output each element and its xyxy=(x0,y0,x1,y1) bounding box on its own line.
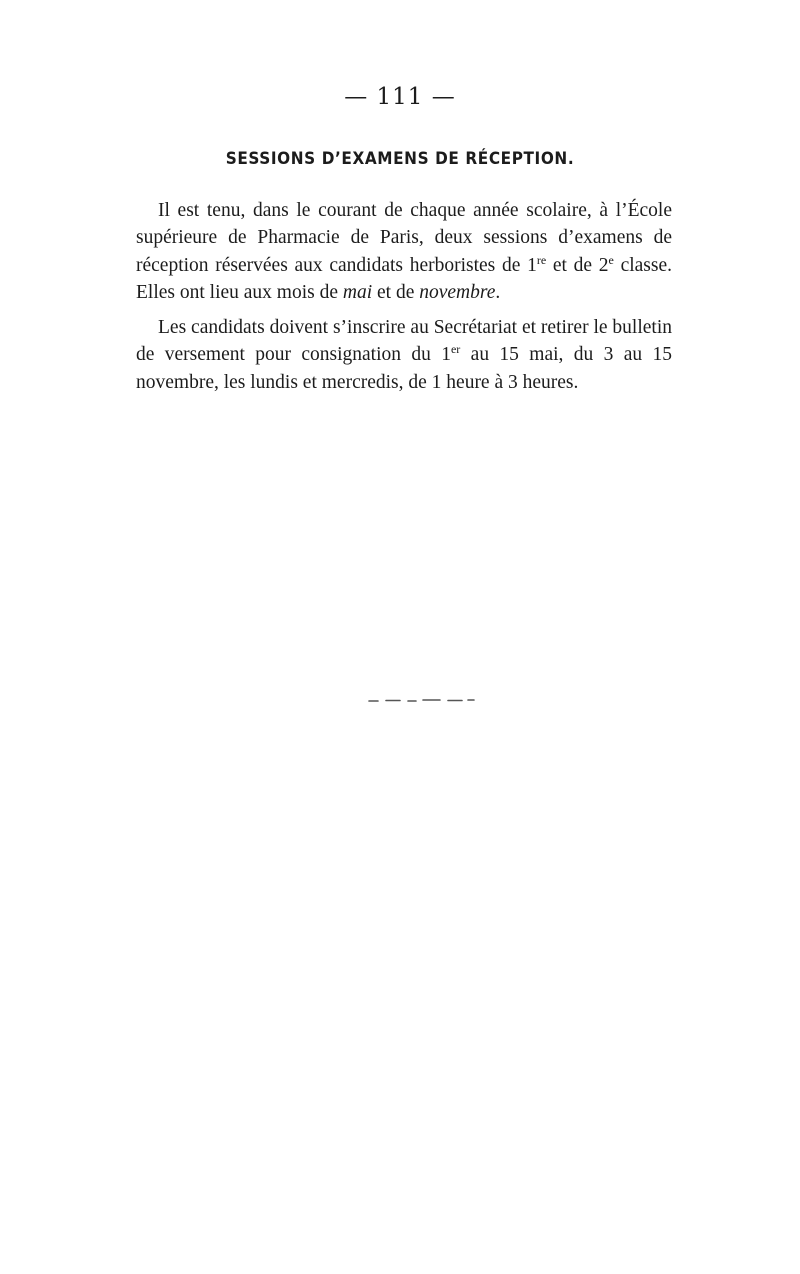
body-text xyxy=(136,197,672,396)
month-november: novembre xyxy=(419,281,496,303)
section-heading: SESSIONS D’EXAMENS DE RÉCEPTION. xyxy=(225,149,575,169)
paragraph-2-text-1: Les candidats doivent s’inscrire au Secrétariat et retirer le bulletin de versement pour consignation du 1 xyxy=(136,317,672,366)
paragraph-1-superscript-2: e xyxy=(608,252,614,267)
paragraph-1-text-2: et de 2 xyxy=(546,254,609,276)
paragraph-registration xyxy=(136,314,672,396)
paragraph-1-text-4: et de xyxy=(372,281,420,303)
page-number: — 111 — xyxy=(344,84,456,110)
paragraph-1-text-1: Il est tenu, dans le courant de chaque année scolaire, à l’École supérieure de Pharmacie de Paris, deux sessions d’examens de réception réservées aux candidats herboristes de 1 xyxy=(136,200,672,276)
paragraph-2-superscript-1: er xyxy=(450,342,461,357)
paragraph-sessions xyxy=(136,197,672,306)
paragraph-1-superscript-1: re xyxy=(536,252,547,267)
paragraph-1-text-3: classe. Elles ont lieu aux mois de xyxy=(136,254,673,303)
paragraph-1-text-5: . xyxy=(495,281,501,303)
paragraph-2-text-2: au 15 mai, du 3 au 15 novembre, les lundis et mercredis, de 1 heure à 3 heures. xyxy=(136,344,672,393)
dashed-rule-icon xyxy=(368,697,476,703)
month-may: mai xyxy=(342,281,373,303)
